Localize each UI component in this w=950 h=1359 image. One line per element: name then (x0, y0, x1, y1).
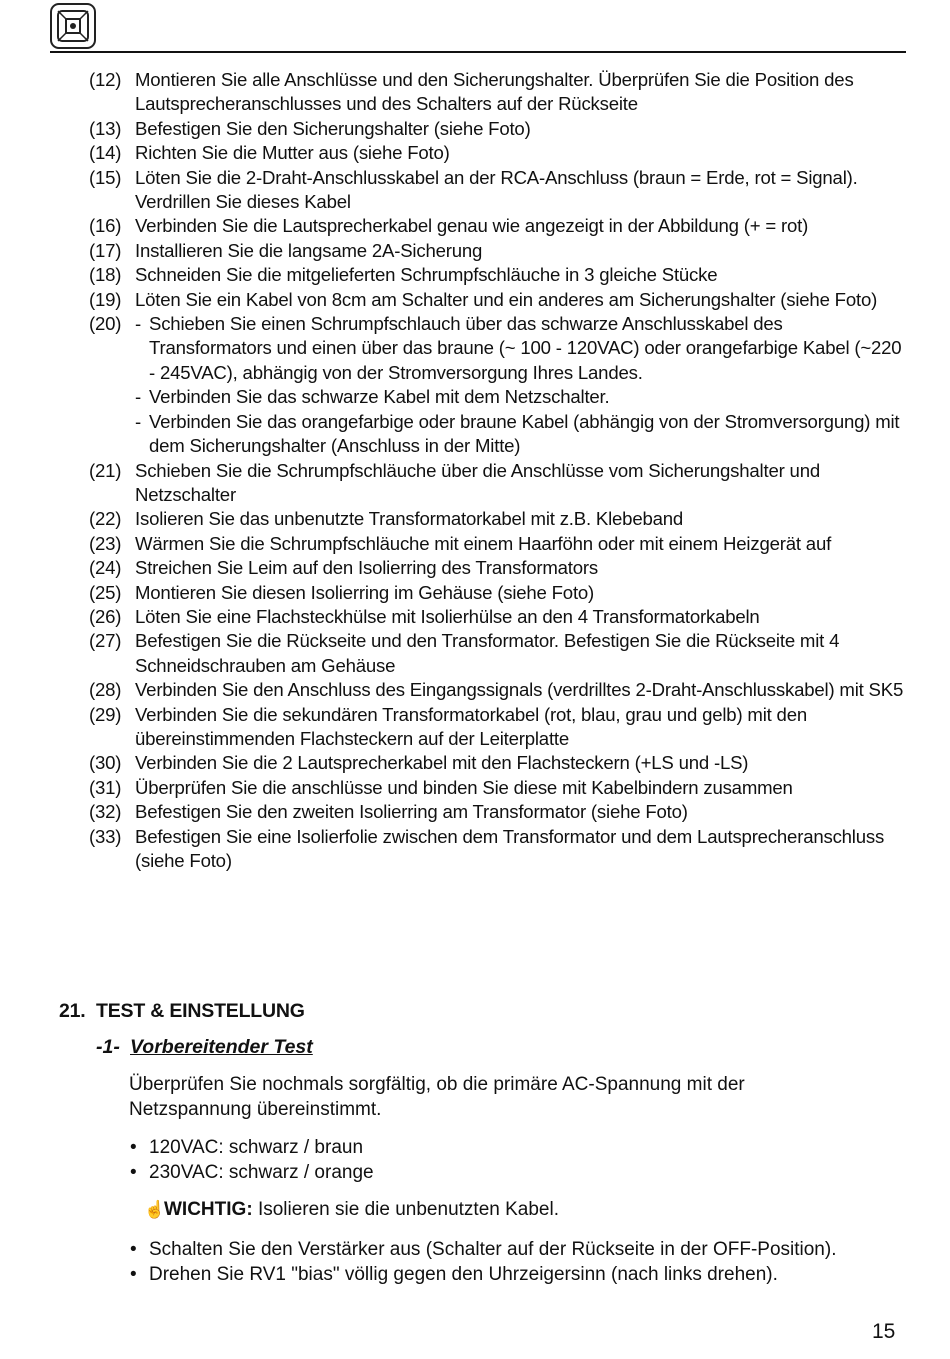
step-text: Montieren Sie alle Anschlüsse und den Sicherungshalter. Überprüfen Sie die Position des Lautsprecheranschlusses und des Schalters auf der Rückseite (135, 69, 854, 115)
step-text: Installieren Sie die langsame 2A-Sicherung (135, 239, 483, 261)
step-number: (24) (89, 557, 122, 579)
dash-marker: - (135, 313, 141, 335)
step-item (89, 68, 909, 117)
step-number: (32) (89, 801, 122, 823)
step-item (89, 532, 909, 556)
step-text: Schieben Sie die Schrumpfschläuche über die Anschlüsse vom Sicherungshalter und Netzschalter (135, 459, 820, 505)
step-number: (14) (89, 142, 122, 164)
section-number: 21. (59, 1000, 86, 1022)
step-text: Streichen Sie Leim auf den Isolierring des Transformators (135, 557, 598, 579)
step-text: Befestigen Sie die Rückseite und den Transformator. Befestigen Sie die Rückseite mit 4 Schneidschrauben am Gehäuse (135, 630, 840, 676)
step-item (89, 800, 909, 824)
page-number: 15 (872, 1320, 896, 1343)
section-heading (59, 1000, 305, 1023)
step-number: (16) (89, 215, 122, 237)
step-number: (17) (89, 239, 122, 261)
step-text: Schneiden Sie die mitgelieferten Schrumpfschläuche in 3 gleiche Stücke (135, 264, 718, 286)
voltage-bullet-list (129, 1136, 374, 1185)
subsection-title: Vorbereitender Test (130, 1036, 313, 1058)
step-number: (12) (89, 69, 122, 90)
step-text: Befestigen Sie eine Isolierfolie zwischen dem Transformator und dem Lautsprecheranschluss (siehe Foto) (135, 825, 885, 871)
intro-paragraph: Überprüfen Sie nochmals sorgfältig, ob die primäre AC-Spannung mit der Netzspannung übereinstimmt. (129, 1074, 745, 1120)
step-number: (31) (89, 776, 122, 798)
step-number: (21) (89, 459, 122, 481)
step-item (89, 459, 909, 508)
step-text: Verbinden Sie die Lautsprecherkabel genau wie angezeigt in der Abbildung (+ = rot) (135, 215, 809, 237)
step-subitem-text: Schieben Sie einen Schrumpfschlauch über das schwarze Anschlusskabel des Transformators und einen über das braune (~ 100 - 120VAC) oder orangefarbige Kabel (~220 - 245VAC), abhängig von der Stromversorgung Ihres Landes. (149, 313, 902, 383)
step-item (89, 312, 909, 458)
step-number: (29) (89, 703, 122, 725)
step-number: (13) (89, 117, 122, 139)
step-text: Isolieren Sie das unbenutzte Transformatorkabel mit z.B. Klebeband (135, 508, 684, 530)
list-item: • 230VAC: schwarz / orange (129, 1161, 374, 1186)
step-item (89, 507, 909, 531)
step-text: Wärmen Sie die Schrumpfschläuche mit einem Haarföhn oder mit einem Heizgerät auf (135, 532, 832, 554)
step-item (89, 556, 909, 580)
step-text: Befestigen Sie den zweiten Isolierring am Transformator (siehe Foto) (135, 801, 688, 823)
action-bullet-list (129, 1238, 836, 1287)
list-item: • Schalten Sie den Verstärker aus (Schalter auf der Rückseite in der OFF-Position). (129, 1238, 836, 1263)
step-number: (18) (89, 264, 122, 286)
step-text: Löten Sie die 2-Draht-Anschlusskabel an der RCA-Anschluss (braun = Erde, rot = Signal). Verdrillen Sie dieses Kabel (135, 166, 858, 213)
step-item (89, 776, 909, 800)
important-text: Isolieren sie die unbenutzten Kabel. (257, 1199, 559, 1220)
subsection-heading (96, 1036, 313, 1059)
step-item (89, 629, 909, 678)
step-item (89, 117, 909, 141)
step-subitem (135, 312, 909, 385)
step-text: Löten Sie ein Kabel von 8cm am Schalter und ein anderes am Sicherungshalter (siehe Foto) (135, 288, 878, 310)
important-label: WICHTIG: (164, 1199, 253, 1220)
step-number: (30) (89, 752, 122, 774)
step-text: Verbinden Sie den Anschluss des Eingangssignals (verdrilltes 2-Draht-Anschlusskabel) mit SK5 (135, 679, 904, 701)
step-subitem-text: Verbinden Sie das orangefarbige oder braune Kabel (abhängig von der Stromversorgung) mit dem Sicherungshalter (Anschluss in der Mitte) (149, 410, 900, 457)
step-subitem-text: Verbinden Sie das schwarze Kabel mit dem Netzschalter. (149, 386, 610, 408)
step-number: (27) (89, 630, 122, 652)
step-text: Überprüfen Sie die anschlüsse und binden Sie diese mit Kabelbindern zusammen (135, 776, 793, 798)
step-number: (19) (89, 288, 122, 310)
step-item (89, 751, 909, 775)
step-number: (23) (89, 532, 122, 554)
assembly-steps-list (89, 68, 909, 873)
step-item (89, 703, 909, 752)
step-item (89, 581, 909, 605)
subsection-number: -1- (96, 1036, 120, 1058)
step-item (89, 263, 909, 287)
list-item: • Drehen Sie RV1 "bias" völlig gegen den Uhrzeigersinn (nach links drehen). (129, 1263, 836, 1288)
step-number: (20) (89, 313, 122, 335)
step-subitem (135, 410, 909, 459)
step-number: (22) (89, 508, 122, 530)
step-number: (33) (89, 825, 122, 847)
step-subitem (135, 385, 909, 409)
step-text: Richten Sie die Mutter aus (siehe Foto) (135, 142, 450, 164)
important-note (144, 1198, 559, 1223)
step-item (89, 214, 909, 238)
header-divider (50, 51, 906, 53)
section-title: TEST & EINSTELLUNG (96, 1000, 305, 1022)
step-number: (26) (89, 605, 122, 627)
dash-marker: - (135, 386, 141, 408)
step-item (89, 288, 909, 312)
step-text: Befestigen Sie den Sicherungshalter (siehe Foto) (135, 117, 531, 139)
step-number: (28) (89, 679, 122, 701)
dash-marker: - (135, 410, 141, 432)
amplifier-logo-icon (50, 3, 96, 49)
step-text: Verbinden Sie die 2 Lautsprecherkabel mit den Flachsteckern (+LS und -LS) (135, 752, 749, 774)
step-text: Löten Sie eine Flachsteckhülse mit Isolierhülse an den 4 Transformatorkabeln (135, 605, 760, 627)
step-item (89, 605, 909, 629)
step-number: (15) (89, 166, 122, 188)
step-text: Montieren Sie diesen Isolierring im Gehäuse (siehe Foto) (135, 581, 595, 603)
step-subitems (135, 312, 909, 458)
step-item (89, 239, 909, 263)
step-number: (25) (89, 581, 122, 603)
step-item (89, 825, 909, 874)
list-item: • 120VAC: schwarz / braun (129, 1136, 374, 1161)
step-item (89, 141, 909, 165)
step-text: Verbinden Sie die sekundären Transformatorkabel (rot, blau, grau und gelb) mit den übereinstimmenden Flachsteckern auf der Leiterplatte (135, 703, 807, 749)
step-item (89, 678, 909, 702)
pointing-hand-icon: ☝ (144, 1200, 166, 1219)
step-item (89, 166, 909, 215)
